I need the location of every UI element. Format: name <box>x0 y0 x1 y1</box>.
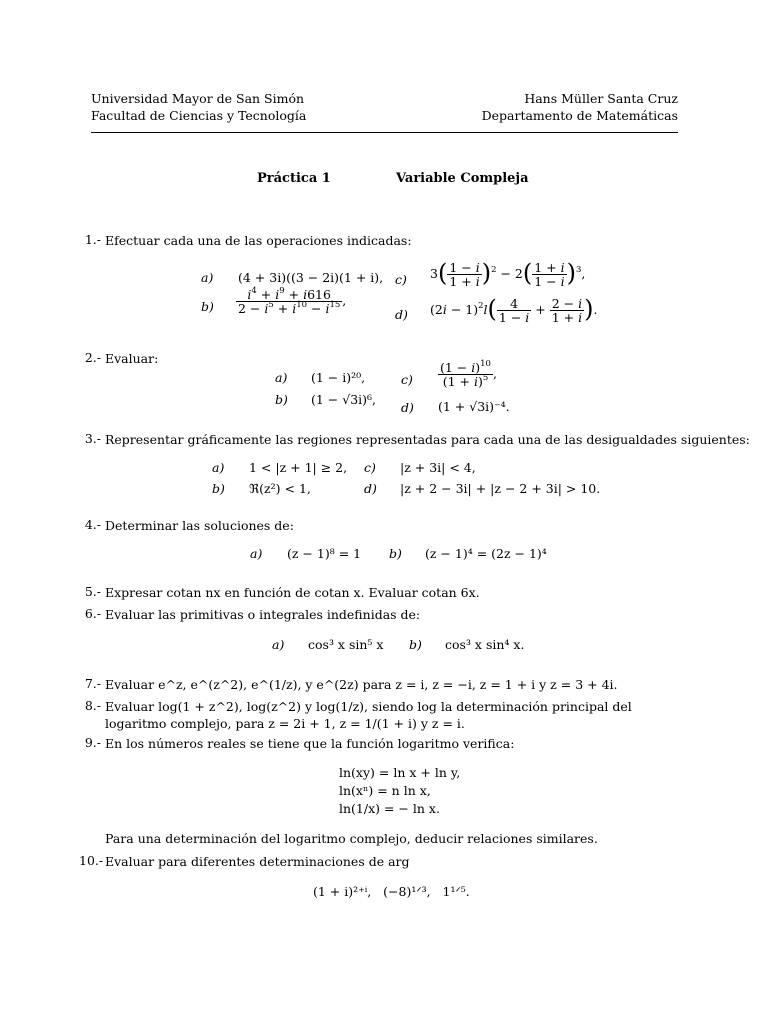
p3-formula-d: |z + 2 − 3i| + |z − 2 + 3i| > 10. <box>400 481 601 496</box>
p1-label-c: c) <box>395 272 407 287</box>
problem-5-text: Expresar cotan nx en función de cotan x. Evaluar cotan 6x. <box>105 585 480 600</box>
problem-1-text: Efectuar cada una de las operaciones indicadas: <box>105 233 412 248</box>
p2-formula-a: (1 − i)²⁰, <box>311 370 366 385</box>
author-name: Hans Müller Santa Cruz <box>524 91 678 106</box>
p3-label-a: a) <box>212 460 225 475</box>
p2-label-b: b) <box>275 392 288 407</box>
p2-formula-b: (1 − √3i)⁶, <box>311 392 377 407</box>
p1-formula-d: $(2i - 1)^2l$( $\frac{4}{1 - i}$ + $\frac{2 - i}{1 + i}$ ). <box>430 295 598 325</box>
p3-label-b: b) <box>212 481 225 496</box>
problem-7-number: 7.- <box>84 676 101 691</box>
header-rule <box>91 132 678 133</box>
subject-title: Variable Compleja <box>396 171 529 186</box>
p3-label-c: c) <box>364 460 376 475</box>
p1-label-b: b) <box>201 299 214 314</box>
p2-label-c: c) <box>401 372 413 387</box>
p1-formula-a: (4 + 3i)((3 − 2i)(1 + i), <box>238 270 384 285</box>
problem-6-text: Evaluar las primitivas o integrales indefinidas de: <box>105 607 421 622</box>
p4-formula-b: (z − 1)⁴ = (2z − 1)⁴ <box>425 546 547 561</box>
p9-identity-3: ln(1/x) = − ln x. <box>339 801 440 816</box>
header-left <box>91 90 306 124</box>
p1-label-d: d) <box>395 307 408 322</box>
problem-10-text: Evaluar para diferentes determinaciones de arg <box>105 854 410 869</box>
p1-formula-b: $\frac{i^4 + i^9 + i616}{2 - i^5 + i^{10} - i^{15}}$ , <box>238 286 347 316</box>
problem-3-number: 3.- <box>84 431 101 446</box>
p1-label-a: a) <box>201 270 214 285</box>
problem-9-text: En los números reales se tiene que la función logaritmo verifica: <box>105 736 515 751</box>
problem-4-number: 4.- <box>84 517 101 532</box>
p6-label-a: a) <box>272 637 285 652</box>
p3-formula-b: ℜ(z²) < 1, <box>249 481 311 496</box>
problem-7-text: Evaluar e^z, e^(z^2), e^(1/z), y e^(2z) para z = i, z = −i, z = 1 + i y z = 3 + 4i. <box>105 677 618 692</box>
problem-10-number: 10.- <box>79 853 104 868</box>
p9-identity-2: ln(xⁿ) = n ln x, <box>339 783 431 798</box>
p10-formula: (1 + i)²⁺ⁱ, (−8)¹ᐟ³, 1¹ᐟ⁵. <box>313 884 470 899</box>
p1-formula-c: 3( $\frac{1 - i}{1 + i}$ )$^2$ − 2( $\frac{1 + i}{1 - i}$ )$^3$, <box>430 259 586 289</box>
p9-identity-1: ln(xy) = ln x + ln y, <box>339 765 461 780</box>
p6-label-b: b) <box>409 637 422 652</box>
p3-formula-a: 1 < |z + 1| ≥ 2, <box>249 460 348 475</box>
p6-formula-a: cos³ x sin⁵ x <box>308 637 384 652</box>
university-name: Universidad Mayor de San Simón <box>91 91 305 106</box>
faculty-name: Facultad de Ciencias y Tecnología <box>91 108 307 123</box>
problem-2-number: 2.- <box>84 350 101 365</box>
p2-formula-d: (1 + √3i)⁻⁴. <box>438 399 510 414</box>
problem-3-text: Representar gráficamente las regiones representadas para cada una de las desigualdades siguientes: <box>105 432 750 447</box>
p9-note: Para una determinación del logaritmo complejo, deducir relaciones similares. <box>105 831 598 846</box>
p2-formula-c: $\frac{(1 - i)^{10}}{(1 + i)^5}$ , <box>440 359 497 389</box>
p4-label-b: b) <box>389 546 402 561</box>
problem-8-text: Evaluar log(1 + z^2), log(z^2) y log(1/z), siendo log la determinación principal del logaritmo complejo, para z = 2i + 1, z = 1/(1 + i) y z = i. <box>105 699 632 731</box>
header-right <box>482 90 678 124</box>
p2-label-a: a) <box>275 370 288 385</box>
p4-formula-a: (z − 1)⁸ = 1 <box>287 546 362 561</box>
problem-6-number: 6.- <box>84 606 101 621</box>
p6-formula-b: cos³ x sin⁴ x. <box>445 637 525 652</box>
practice-title: Práctica 1 <box>257 171 331 186</box>
problem-2-text: Evaluar: <box>105 351 159 366</box>
p3-label-d: d) <box>364 481 377 496</box>
problem-1-number: 1.- <box>84 232 101 247</box>
problem-9-number: 9.- <box>84 735 101 750</box>
problem-5-number: 5.- <box>84 584 101 599</box>
p3-formula-c: |z + 3i| < 4, <box>400 460 476 475</box>
problem-8-number: 8.- <box>84 698 101 713</box>
problem-4-text: Determinar las soluciones de: <box>105 518 294 533</box>
p2-label-d: d) <box>401 400 414 415</box>
department-name: Departamento de Matemáticas <box>481 108 678 123</box>
p4-label-a: a) <box>250 546 263 561</box>
